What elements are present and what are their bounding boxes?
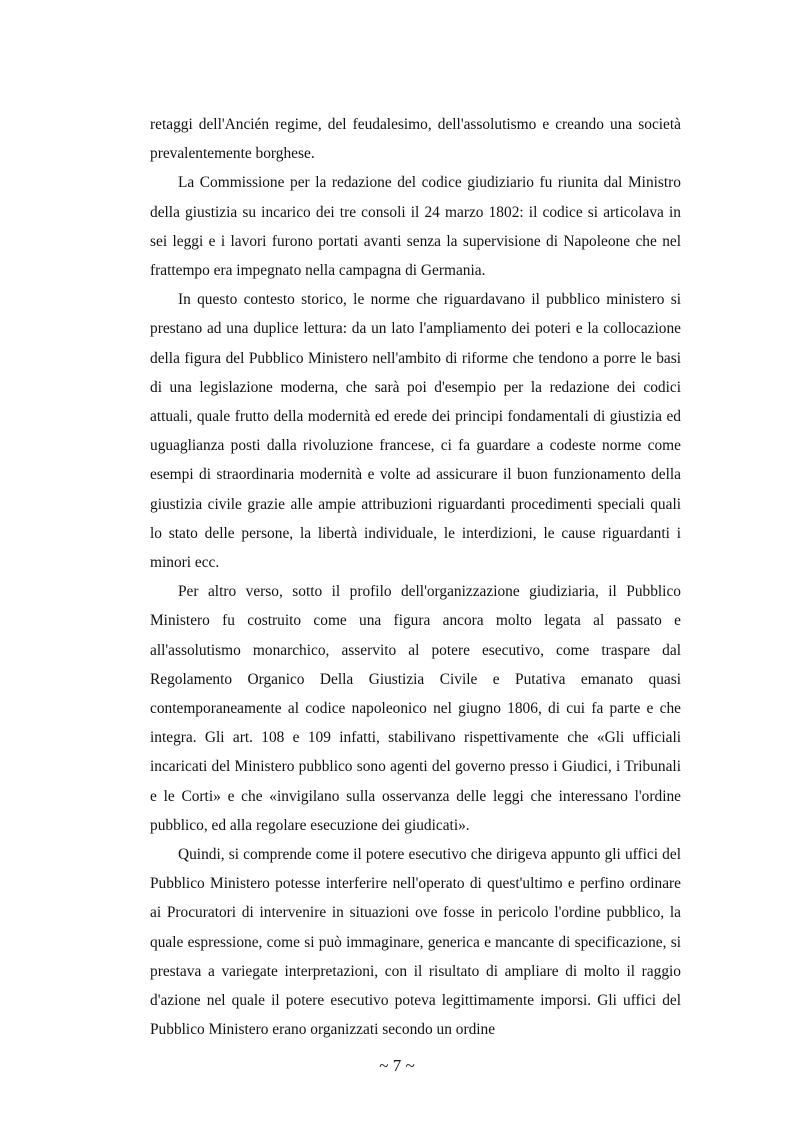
paragraph-5: Quindi, si comprende come il potere esecutivo che dirigeva appunto gli uffici del Pubblico Ministero potesse interferire nell'operato di quest'ultimo e perfino ordinare ai Procuratori di intervenire in situazioni ove fosse in pericolo l'ordine pubblico, la quale espressione, come si può immaginare, generica e mancante di specificazione, si prestava a variegate interpretazioni, con il risultato di ampliare di molto il raggio d'azione nel quale il potere esecutivo poteva legittimamente imporsi. Gli uffici del Pubblico Ministero erano organizzati secondo un ordine: [150, 846, 681, 1039]
paragraph-2: La Commissione per la redazione del codice giudiziario fu riunita dal Ministro della giustizia su incarico dei tre consoli il 24 marzo 1802: il codice si articolava in sei leggi e i lavori furono portati avanti senza la supervisione di Napoleone che nel frattempo era impegnato nella campagna di Germania.: [150, 174, 681, 280]
paragraph-4: Per altro verso, sotto il profilo dell'organizzazione giudiziaria, il Pubblico Ministero fu costruito come una figura ancora molto legata al passato e all'assolutismo monarchico, asservito al potere esecutivo, come traspare dal Regolamento Organico Della Giustizia Civile e Putativa emanato quasi contemporaneamente al codice napoleonico nel giugno 1806, di cui fa parte e che integra. Gli art. 108 e 109 infatti, stabilivano rispettivamente che «Gli ufficiali incaricati del Ministero pubblico sono agenti del governo presso i Giudici, i Tribunali e le Corti» e che «invigilano sulla osservanza delle leggi che interessano l'ordine pubblico, ed alla regolare esecuzione dei giudicati».: [150, 583, 681, 834]
paragraph-1: retaggi dell'Ancién regime, del feudalesimo, dell'assolutismo e creando una società prevalentemente borghese.: [150, 116, 681, 163]
page-body: [150, 110, 681, 1045]
page-number: ~ 7 ~: [379, 1056, 415, 1075]
paragraph-3: In questo contesto storico, le norme che riguardavano il pubblico ministero si prestano ad una duplice lettura: da un lato l'ampliamento dei poteri e la collocazione della figura del Pubblico Ministero nell'ambito di riforme che tendono a porre le basi di una legislazione moderna, che sarà poi d'esempio per la redazione dei codici attuali, quale frutto della modernità ed erede dei principi fondamentali di giustizia ed uguaglianza posti dalla rivoluzione francese, ci fa guardare a codeste norme come esempi di straordinaria modernità e volte ad assicurare il buon funzionamento della giustizia civile grazie alle ampie attribuzioni riguardanti procedimenti speciali quali lo stato delle persone, la libertà individuale, le interdizioni, le cause riguardanti i minori ecc.: [150, 291, 681, 572]
